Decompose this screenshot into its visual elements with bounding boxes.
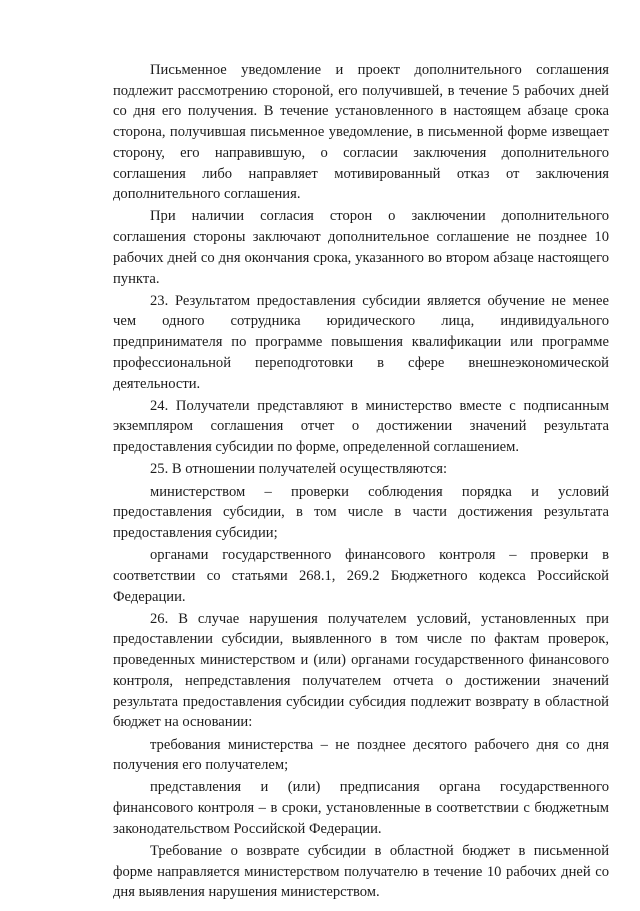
paragraph-agreement-conclusion: При наличии согласия сторон о заключении дополнительного соглашения стороны заключают дополнительное соглашение не позднее 10 рабочих дней со дня окончания срока, указанного во втором абзаце настоящего пункта.	[113, 208, 609, 287]
paragraph-control-body-prescription: представления и (или) предписания органа государственного финансового контроля – в сроки, установленные в соответствии с бюджетным законодательством Российской Федерации.	[113, 779, 609, 837]
paragraph-notification-review: Письменное уведомление и проект дополнительного соглашения подлежит рассмотрению стороной, его получившей, в течение 5 рабочих дней со дня его получения. В течение установленного в настоящем абзаце срока сторона, получившая письменное уведомление, в письменной форме извещает сторону, его направившую, о согласии заключения дополнительного соглашения либо направляет мотивированный отказ от заключения дополнительного соглашения.	[113, 62, 609, 203]
document-body	[113, 60, 609, 905]
paragraph-ministry-inspections: министерством – проверки соблюдения порядка и условий предоставления субсидии, в том числе в части достижения результата предоставления субсидии;	[113, 483, 609, 541]
paragraph-return-requirement: Требование о возврате субсидии в областной бюджет в письменной форме направляется министерством получателю в течение 10 рабочих дней со дня выявления нарушения министерством.	[113, 843, 609, 901]
paragraph-ministry-requirement: требования министерства – не позднее десятого рабочего дня со дня получения его получателем;	[113, 736, 609, 774]
paragraph-financial-control-inspections: органами государственного финансового контроля – проверки в соответствии со статьями 268.1, 269.2 Бюджетного кодекса Российской Федерации.	[113, 547, 609, 605]
paragraph-23-subsidy-result: 23. Результатом предоставления субсидии является обучение не менее чем одного сотрудника юридического лица, индивидуального предпринимателя по программе повышения квалификации или программе профессиональной переподготовки в сфере внешнеэкономической деятельности.	[113, 292, 609, 392]
paragraph-24-report: 24. Получатели представляют в министерство вместе с подписанным экземпляром соглашения отчет о достижении значений результата предоставления субсидии по форме, определенной соглашением.	[113, 397, 609, 456]
paragraph-25-inspections: 25. В отношении получателей осуществляются:	[150, 461, 448, 478]
paragraph-26-violation-return: 26. В случае нарушения получателем условий, установленных при предоставлении субсидии, выявленного в том числе по фактам проверок, проведенных министерством и (или) органами государственного финансового контроля, непредставления получателем отчета о достижении значений результата предоставления субсидии субсидия подлежит возврату в областной бюджет на основании:	[113, 610, 609, 731]
